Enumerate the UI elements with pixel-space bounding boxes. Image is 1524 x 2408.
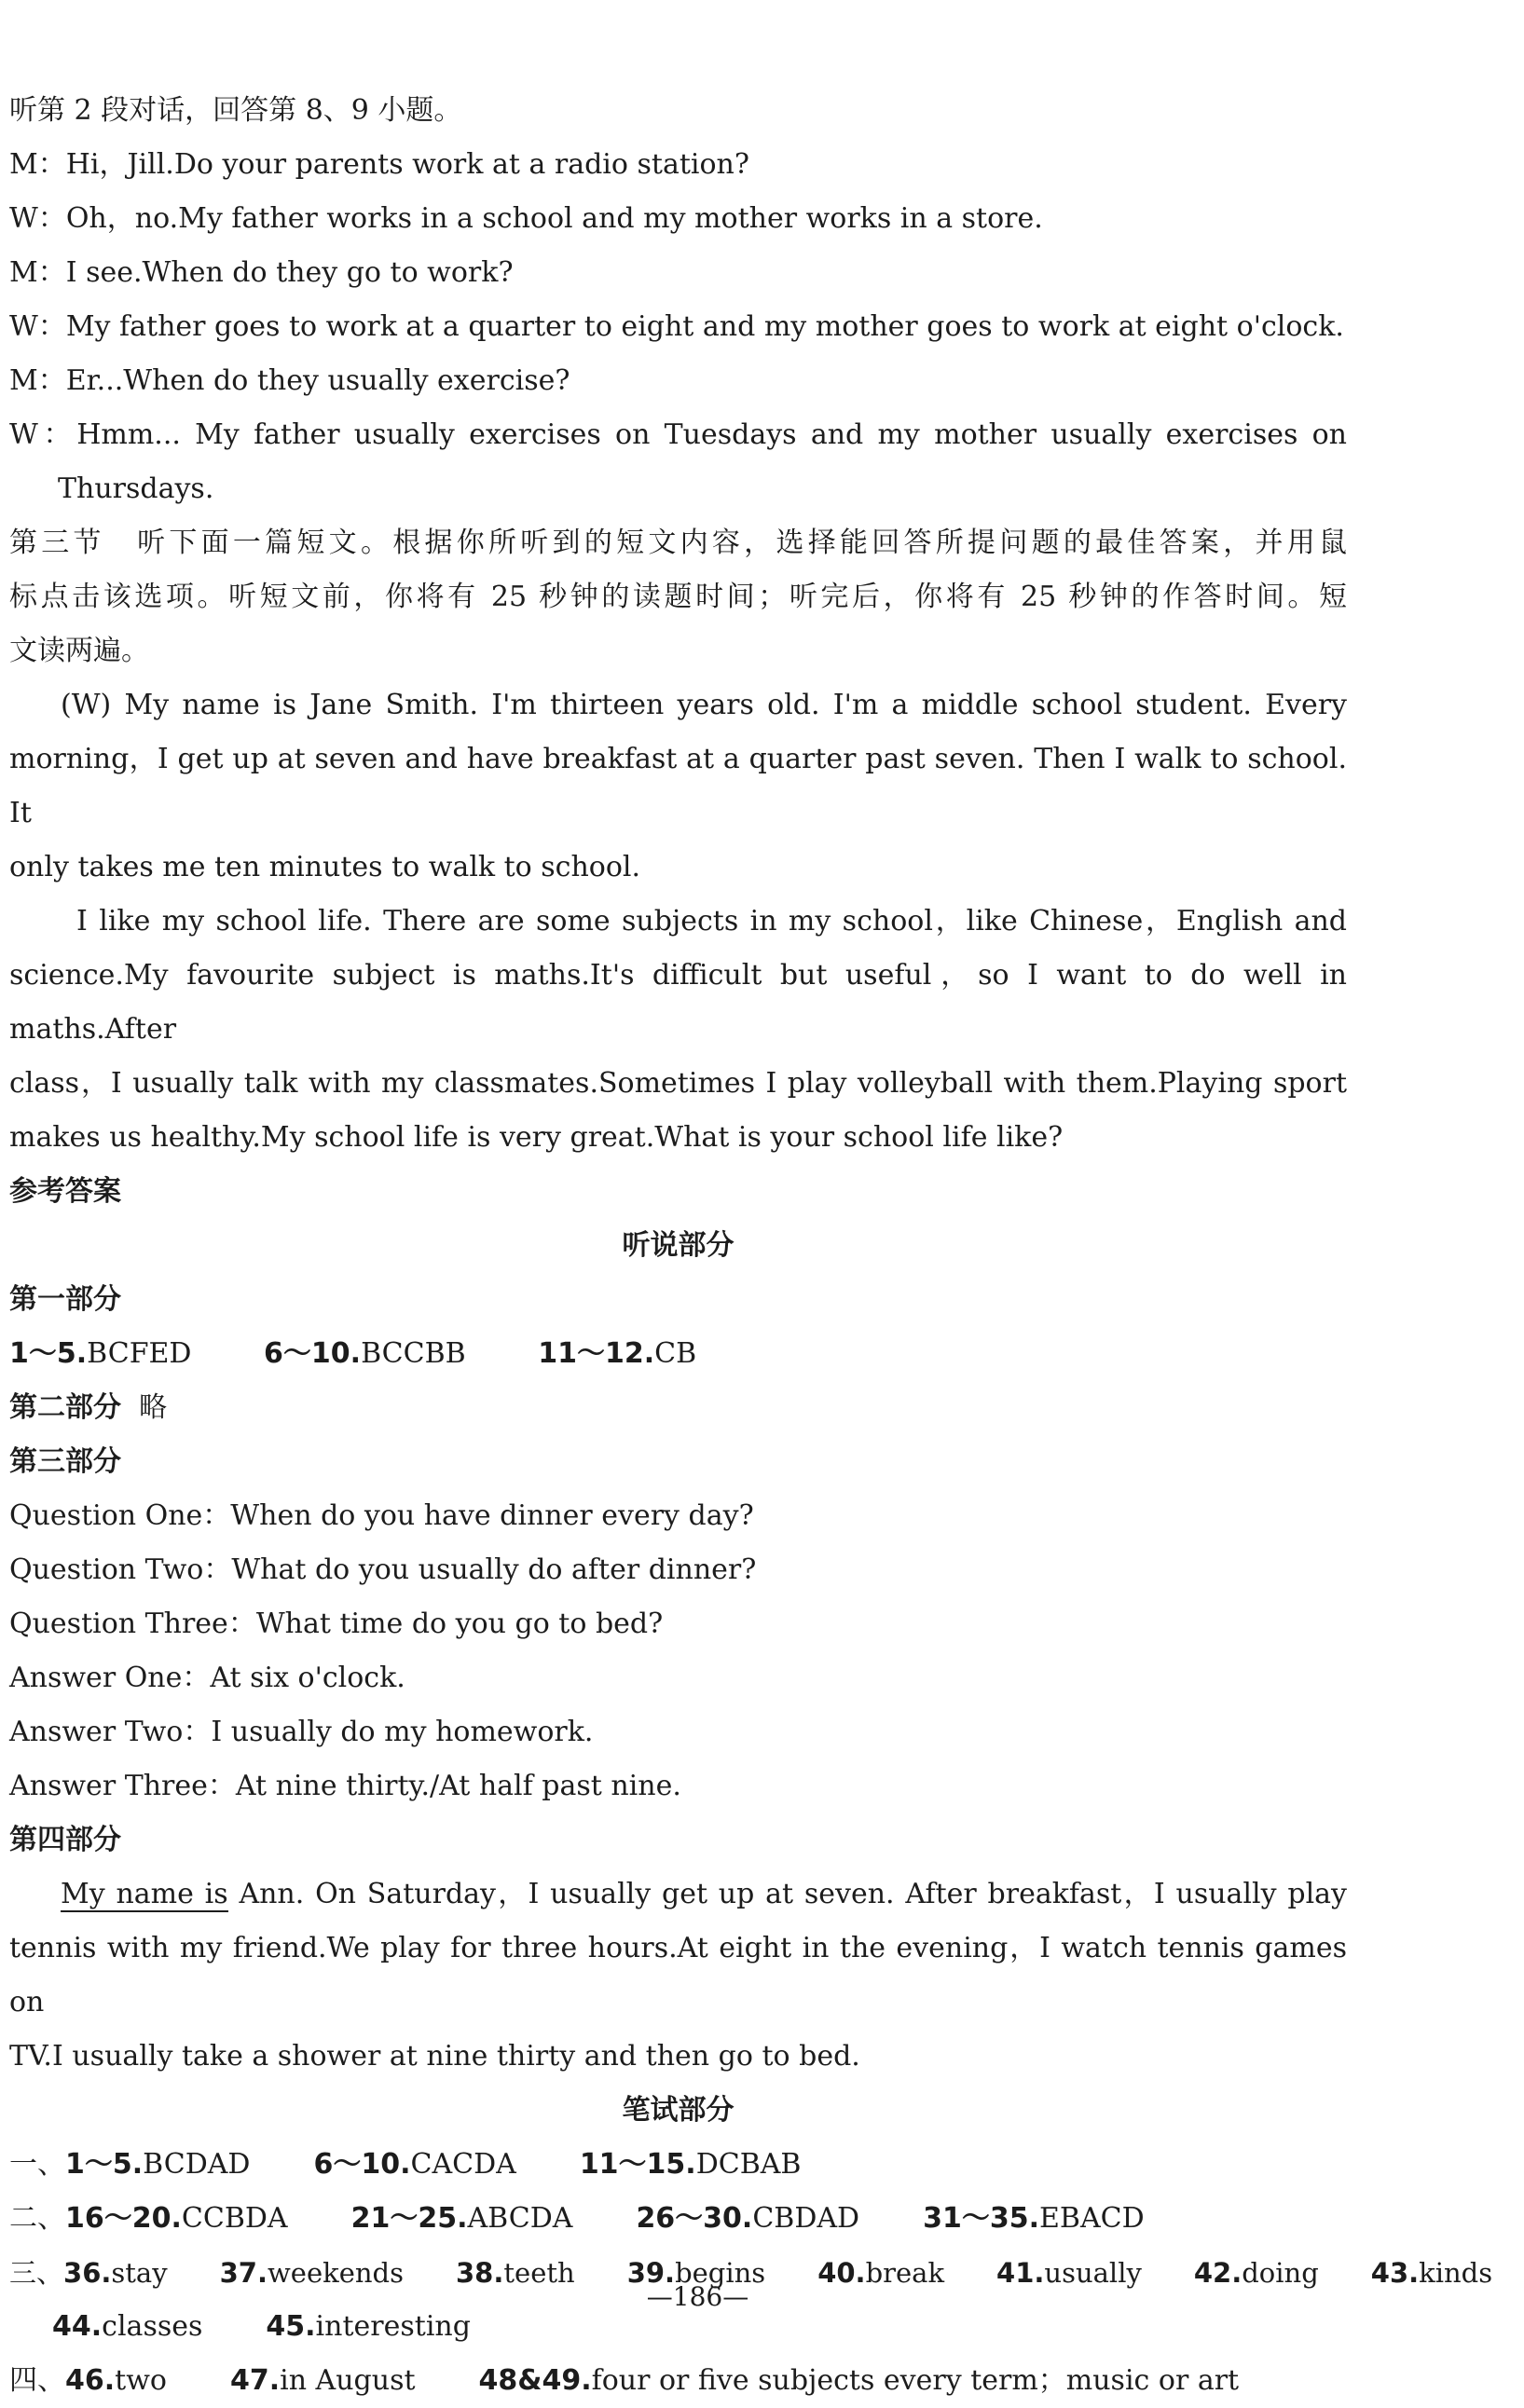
answer-group: 48&49.four or five subjects every term；music or art [478,2364,1240,2397]
answer-group: 36.stay [63,2257,168,2289]
underlined-text: My name is [61,1878,228,1910]
dialogue-line: M：Er...When do they usually exercise? [9,364,570,397]
passage-line: class，I usually talk with my classmates.Sometimes I play volleyball with them.Playing sport [9,1067,1347,1100]
part2-value: 略 [139,1391,168,1424]
part1-answers [9,1327,1347,1381]
part2-label: 第二部分 [9,1391,121,1424]
answers-title: 参考答案 [9,1175,121,1208]
answer-group: 6～10.CACDA [313,2148,516,2181]
answer-group: 26～30.CBDAD [636,2202,860,2235]
passage-line: I like my school life. There are some subjects in my school，like Chinese，English and [76,905,1347,937]
written-s1: 一、1～5.BCDAD 6～10.CACDA 11～15.DCBAB [9,2138,1347,2192]
part4-line: My name is Ann. On Saturday，I usually get up at seven. After breakfast，I usually play [61,1878,1347,1910]
passage-line: (W) My name is Jane Smith. I'm thirteen years old. I'm a middle school student. Every [61,689,1347,721]
dialogue-line-continued: Thursdays. [58,472,214,505]
answer-group: 47.in August [229,2364,416,2397]
part4-line: TV.I usually take a shower at nine thirty and then go to bed. [9,2040,860,2073]
answer-group: 6～10.BCCBB [264,1337,466,1370]
part4-label: 第四部分 [9,1824,121,1856]
answer-group: 39.begins [626,2257,766,2289]
answer-group: 31～35.EBACD [923,2202,1145,2235]
answer-group: 11～12.CB [538,1337,697,1370]
part3-line: Question Two：What do you usually do after dinner? [9,1553,757,1586]
part2-row [9,1381,1347,1435]
section3-instruction: 第三节 听下面一篇短文。根据你所听到的短文内容，选择能回答所提问题的最佳答案，并用鼠 [9,527,1347,559]
part3-line: Answer One：At six o'clock. [9,1662,405,1694]
answer-group: 45.interesting [266,2310,471,2343]
part4-line: tennis with my friend.We play for three hours.At eight in the evening，I watch tennis games on [9,1932,1347,2018]
written-s3: 三、36.stay 37.weekends 38.teeth 39.begins 40.break 41.usually 42.doing 43.kinds [9,2246,1347,2300]
dialogue-line: W：Oh，no.My father works in a school and my mother works in a store. [9,202,1043,235]
answer-group: 38.teeth [456,2257,575,2289]
section3-instruction: 标点击该选项。听短文前，你将有 25 秒钟的读题时间；听完后，你将有 25 秒钟的作答时间。短 [9,581,1347,613]
dialogue-line: M：I see.When do they go to work? [9,256,514,289]
document-page [9,84,1493,2408]
answer-group: 41.usually [996,2257,1142,2289]
part3-line: Question Three：What time do you go to bed? [9,1608,664,1640]
passage-line: only takes me ten minutes to walk to school. [9,851,641,883]
passage-line: makes us healthy.My school life is very great.What is your school life like? [9,1121,1064,1154]
written-s4: 四、46.two 47.in August 48&49.four or five subjects every term；music or art [9,2354,1347,2408]
part3-line: Question One：When do you have dinner every day? [9,1499,754,1532]
answer-group: 11～15.DCBAB [579,2148,802,2181]
answer-group: 42.doing [1193,2257,1319,2289]
page-number: —186— [646,2281,749,2312]
answer-group: 46.two [65,2364,167,2397]
dialogue-line: M：Hi，Jill.Do your parents work at a radio station? [9,148,749,181]
written-title: 笔试部分 [622,2094,735,2127]
dialogue-line: W：My father goes to work at a quarter to eight and my mother goes to work at eight o'clock. [9,310,1344,343]
part1-label: 第一部分 [9,1283,121,1316]
part3-line: Answer Two：I usually do my homework. [9,1716,594,1748]
part3-line: Answer Three：At nine thirty./At half past nine. [9,1770,681,1802]
part3-label: 第三部分 [9,1445,121,1478]
dialogue-line: W：Hmm... My father usually exercises on Tuesdays and my mother usually exercises on [9,418,1347,451]
answer-group: 37.weekends [219,2257,404,2289]
answer-group: 1～5.BCFED [9,1337,192,1370]
answer-group: 16～20.CCBDA [65,2202,288,2235]
passage-line: morning，I get up at seven and have breakfast at a quarter past seven. Then I walk to school. It [9,743,1347,829]
answer-group: 1～5.BCDAD [65,2148,251,2181]
dialogue-heading: 听第 2 段对话，回答第 8、9 小题。 [9,94,462,127]
answer-group: 43.kinds [1370,2257,1493,2289]
listening-title: 听说部分 [622,1229,735,1262]
answer-group: 44.classes [52,2310,203,2343]
written-s2: 二、16～20.CCBDA 21～25.ABCDA 26～30.CBDAD 31～35.EBACD [9,2192,1347,2246]
section3-instruction: 文读两遍。 [9,635,149,667]
answer-group: 40.break [817,2257,945,2289]
passage-line: science.My favourite subject is maths.It's difficult but useful，so I want to do well in maths.After [9,959,1347,1046]
answer-group: 21～25.ABCDA [350,2202,573,2235]
